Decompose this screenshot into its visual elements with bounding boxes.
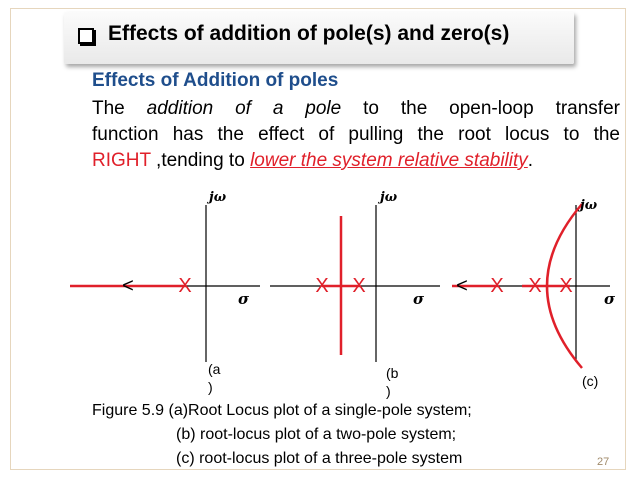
stability-emphasis: lower the system relative stability	[250, 150, 528, 171]
page-number: 27	[597, 456, 610, 468]
paragraph-text: to the open-loop transfer	[341, 98, 620, 119]
jw-label-a: jω	[209, 190, 227, 205]
figure-caption-line-2: (b) root-locus plot of a two-pole system;	[176, 426, 457, 443]
paragraph-line-2: function has the effect of pulling the root locus to the	[92, 124, 620, 145]
arrow-left-icon: <	[122, 275, 134, 297]
jw-label-c: jω	[580, 198, 598, 213]
pole-marker: X	[178, 275, 192, 297]
root-locus-plot-a	[70, 205, 260, 362]
subfigure-label-b: (b )	[386, 365, 399, 399]
pole-marker: X	[315, 275, 329, 297]
figure-caption-line-1: Figure 5.9 (a)Root Locus plot of a single-pole system;	[92, 402, 472, 419]
slide-title: Effects of addition of pole(s) and zero(s)	[108, 22, 510, 45]
subfigure-label-c: (c)	[582, 373, 599, 389]
subfigure-label-a: (a )	[208, 361, 221, 395]
paragraph-text: .	[527, 150, 534, 171]
pole-marker: X	[490, 275, 504, 297]
sigma-label-b: σ	[413, 290, 425, 308]
pole-marker: X	[559, 275, 573, 297]
pole-marker: X	[528, 275, 542, 297]
arrow-left-icon: <	[456, 275, 468, 297]
paragraph-text: ,tending to	[150, 150, 251, 171]
right-emphasis: RIGHT	[92, 150, 151, 171]
figure-caption-line-3: (c) root-locus plot of a three-pole system	[176, 450, 463, 467]
sigma-label-c: σ	[604, 290, 616, 308]
paragraph-italic-text: addition of a pole	[146, 98, 342, 119]
jw-label-b: jω	[380, 190, 398, 205]
pole-marker: X	[352, 275, 366, 297]
section-heading: Effects of Addition of poles	[92, 70, 339, 91]
sigma-label-a: σ	[238, 290, 250, 308]
paragraph-text: The	[92, 98, 147, 119]
